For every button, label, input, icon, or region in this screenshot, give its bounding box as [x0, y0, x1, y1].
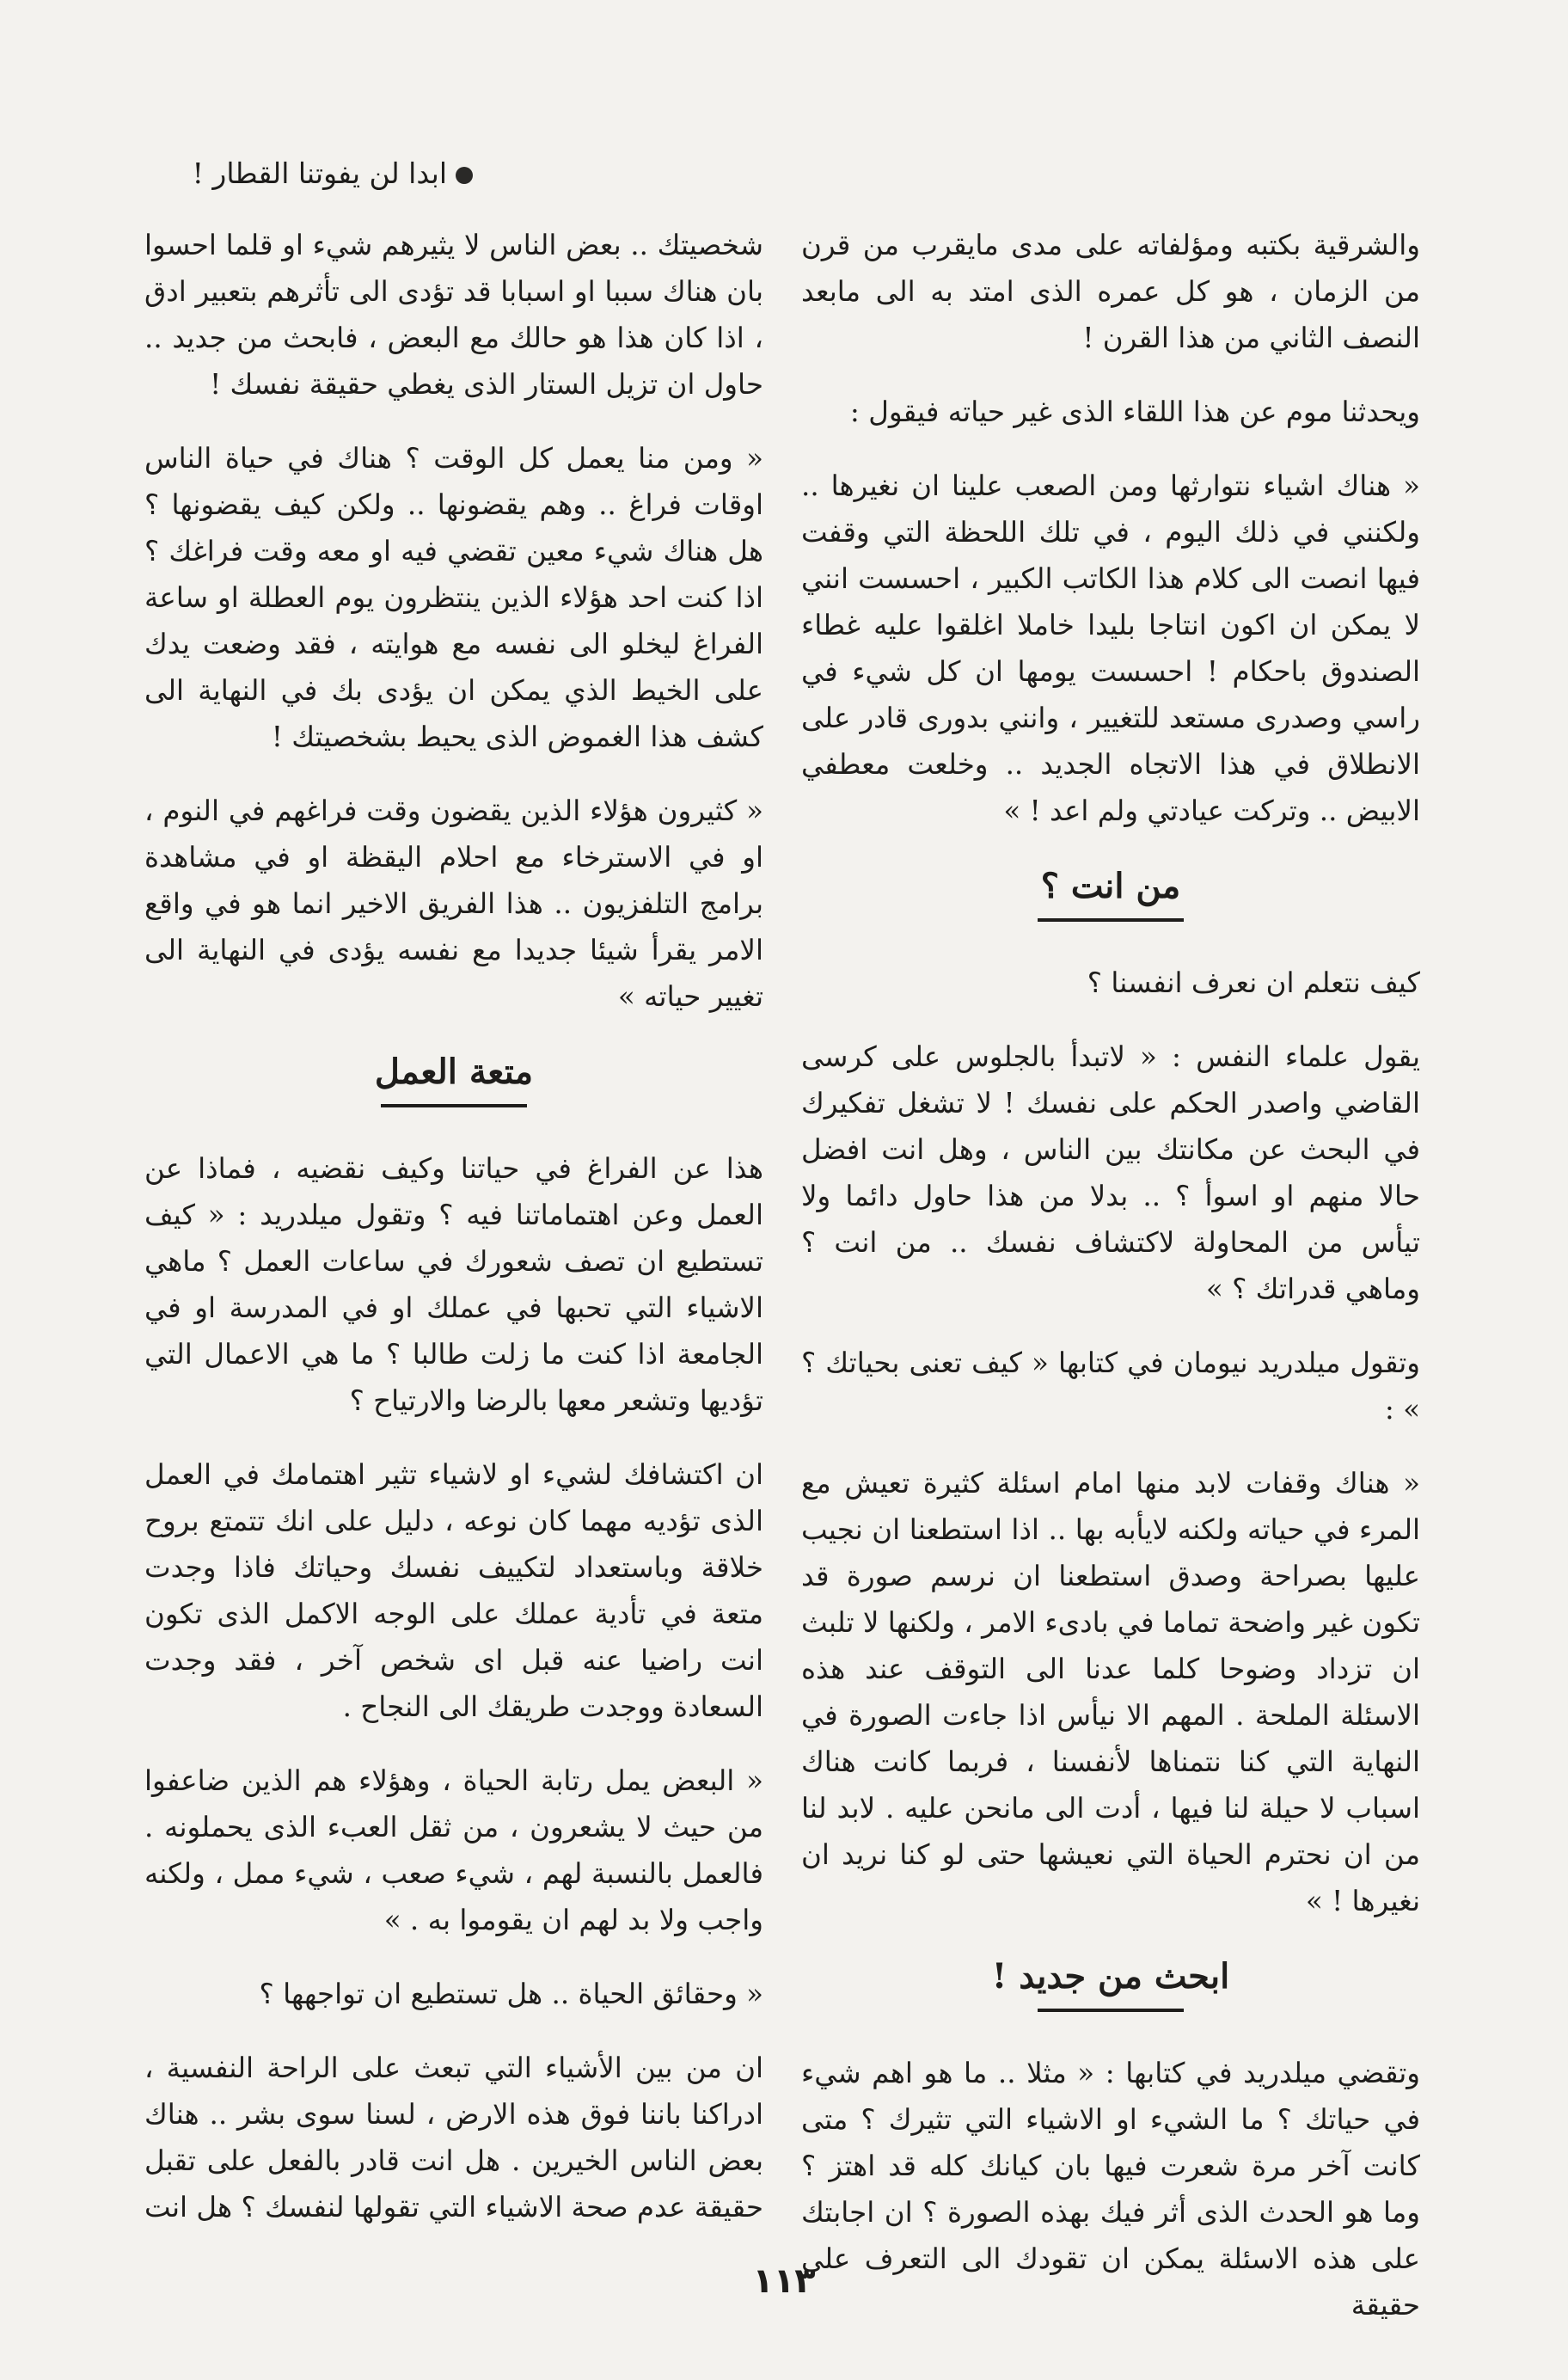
section-heading: ابحث من جديد !	[991, 1956, 1230, 1997]
paragraph: « كثيرون هؤلاء الذين يقضون وقت فراغهم في النوم ، او في الاسترخاء مع احلام اليقظة او في مشاهدة برامج التلفزيون .. هذا الفريق الاخير انما هو في واقع الامر يقرأ شيئا جديدا مع نفسه يؤدى في النهاية الى تغيير حياته »	[144, 794, 763, 1013]
paragraph: ويحدثنا موم عن هذا اللقاء الذى غير حياته فيقول :	[849, 396, 1420, 428]
paragraph: وتقضي ميلدريد في كتابها : « مثلا .. ما هو اهم شيء في حياتك ؟ ما الشيء او الاشياء التي تثيرك ؟ متى كانت آخر مرة شعرت فيها بان كيانك كله قد اهتز ؟ وما هو الحدث الذى أثر فيك بهذه الصورة ؟ ان اجابتك على هذه الاسئلة يمكن ان تقودك الى التعرف على حقيقة	[801, 2057, 1420, 2322]
heading-rule	[1038, 2009, 1184, 2012]
section-heading: من انت ؟	[1040, 866, 1181, 906]
bullet-icon	[456, 167, 473, 184]
heading-rule	[1038, 918, 1184, 922]
heading-rule	[381, 1104, 527, 1107]
paragraph: « هناك وقفات لابد منها امام اسئلة كثيرة تعيش مع المرء في حياته ولكنه لايأبه بها .. اذا استطعنا ان نجيب عليها بصراحة وصدق استطعنا ان نرسم صورة قد تكون غير واضحة تماما في بادىء الامر ، ولكنها لا تلبث ان تزداد وضوحا كلما عدنا الى التوقف عند هذه الاسئلة الملحة . المهم الا نيأس اذا جاءت الصورة في النهاية التي كنا نتمناها لأنفسنا ، فربما كانت هناك اسباب لا حيلة لنا فيها ، أدت الى مانحن عليه . لابد لنا من ان نحترم الحياة التي نعيشها حتى لو كنا نريد ان نغيرها ! »	[801, 1467, 1420, 1917]
paragraph: شخصيتك .. بعض الناس لا يثيرهم شيء او قلما احسوا بان هناك سببا او اسبابا قد تؤدى الى تأثرهم بتعبير ادق ، اذا كان هذا هو حالك مع البعض ، فابحث من جديد .. حاول ان تزيل الستار الذى يغطي حقيقة نفسك !	[144, 229, 763, 401]
paragraph: هذا عن الفراغ في حياتنا وكيف نقضيه ، فماذا عن العمل وعن اهتماماتنا فيه ؟ وتقول ميلدريد : « كيف تستطيع ان تصف شعورك في ساعات العمل ؟ ماهي الاشياء التي تحبها في عملك او في المدرسة او في الجامعة اذا كنت ما زلت طالبا ؟ ما هي الاعمال التي تؤديها وتشعر معها بالرضا والارتياح ؟	[144, 1152, 763, 1417]
left-column	[144, 222, 763, 2258]
paragraph: كيف نتعلم ان نعرف انفسنا ؟	[1087, 966, 1420, 999]
paragraph: ان اكتشافك لشيء او لاشياء تثير اهتمامك في العمل الذى تؤديه مهما كان نوعه ، دليل على انك تتمتع بروح خلاقة وباستعداد لتكييف نفسك وحياتك فاذا وجدت متعة في تأدية عملك على الوجه الاكمل الذى تكون انت راضيا عنه قبل اى شخص آخر ، فقد وجدت السعادة ووجدت طريقك الى النجاح .	[144, 1458, 763, 1723]
section-heading: متعة العمل	[374, 1052, 534, 1092]
paragraph: « البعض يمل رتابة الحياة ، وهؤلاء هم الذين ضاعفوا من حيث لا يشعرون ، من ثقل العبء الذى يحملونه . فالعمل بالنسبة لهم ، شيء صعب ، شيء ممل ، ولكنه واجب ولا بد لهم ان يقوموا به . »	[144, 1764, 763, 1936]
right-column	[801, 222, 1420, 2356]
running-head	[163, 156, 473, 191]
paragraph: يقول علماء النفس : « لاتبدأ بالجلوس على كرسى القاضي واصدر الحكم على نفسك ! لا تشغل تفكيرك في البحث عن مكانتك بين الناس ، وهل انت افضل حالا منهم او اسوأ ؟ .. بدلا من هذا حاول دائما ولا تيأس من المحاولة لاكتشاف نفسك .. من انت ؟ وماهي قدراتك ؟ »	[801, 1040, 1420, 1305]
paragraph: « ومن منا يعمل كل الوقت ؟ هناك في حياة الناس اوقات فراغ .. وهم يقضونها .. ولكن كيف يقضونها ؟ هل هناك شيء معين تقضي فيه او معه وقت فراغك ؟ اذا كنت احد هؤلاء الذين ينتظرون يوم العطلة او ساعة الفراغ ليخلو الى نفسه مع هوايته ، فقد وضعت يدك على الخيط الذي يمكن ان يؤدى بك في النهاية الى كشف هذا الغموض الذى يحيط بشخصيتك !	[144, 442, 763, 753]
paragraph: والشرقية بكتبه ومؤلفاته على مدى مايقرب من قرن من الزمان ، هو كل عمره الذى امتد به الى مابعد النصف الثاني من هذا القرن !	[801, 229, 1420, 354]
paragraph: وتقول ميلدريد نيومان في كتابها « كيف تعنى بحياتك ؟ » :	[801, 1346, 1420, 1426]
page-number: ١١٣	[752, 2261, 816, 2301]
paragraph: « هناك اشياء نتوارثها ومن الصعب علينا ان نغيرها .. ولكنني في ذلك اليوم ، في تلك اللحظة التي وقفت فيها انصت الى كلام هذا الكاتب الكبير ، احسست انني لا يمكن ان اكون انتاجا بليدا خاملا اغلقوا عليه غطاء الصندوق باحكام ! احسست يومها ان كل شيء في راسي وصدرى مستعد للتغيير ، وانني بدورى قادر على الانطلاق في هذا الاتجاه الجديد .. وخلعت معطفي الابيض .. وتركت عيادتي ولم اعد ! »	[801, 469, 1420, 827]
paragraph: ان من بين الأشياء التي تبعث على الراحة النفسية ، ادراكنا باننا فوق هذه الارض ، لسنا سوى بشر .. هناك بعض الناس الخيرين . هل انت قادر بالفعل على تقبل حقيقة عدم صحة الاشياء التي تقولها لنفسك ؟ هل انت	[144, 2052, 763, 2224]
paragraph: « وحقائق الحياة .. هل تستطيع ان تواجهها ؟	[259, 1978, 763, 2010]
running-head-text: ابدا لن يفوتنا القطار !	[192, 156, 447, 190]
